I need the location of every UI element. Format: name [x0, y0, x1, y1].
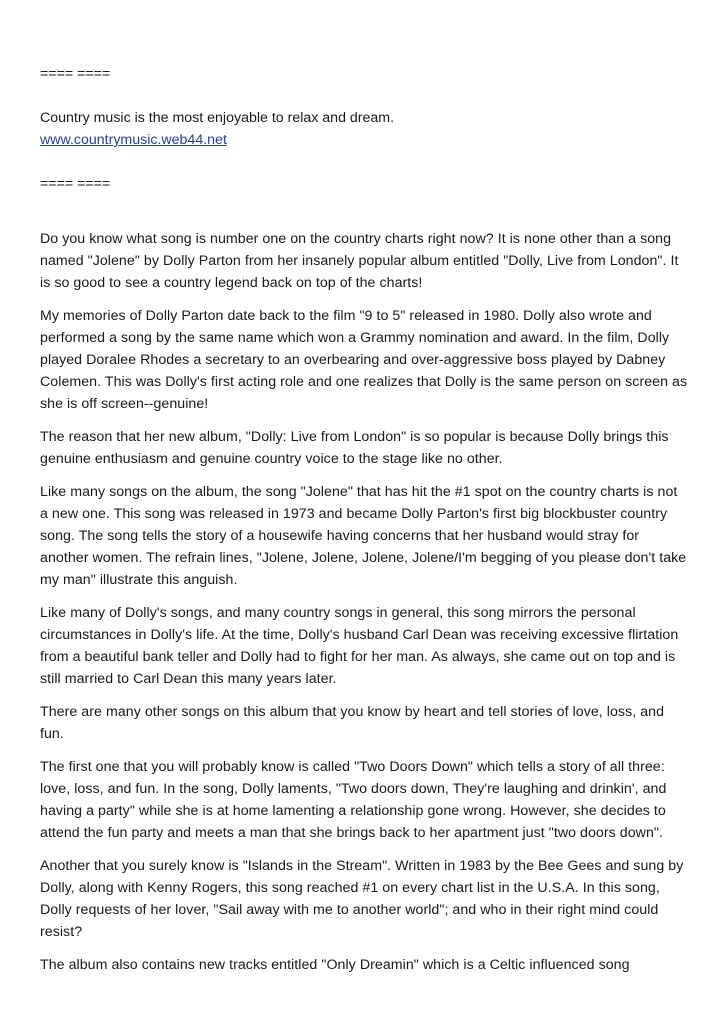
paragraph-7: The first one that you will probably know is called "Two Doors Down" which tells a story of all three: love, loss, and fun. In the song, Dolly laments, "Two doors down, They're laughing and drinkin', and having a party" while she is at home lamenting a relationship gone wrong. However, she decides to attend the fun party and meets a man that she brings back to her apartment just "two doors down".: [40, 759, 667, 841]
spacer: [40, 151, 688, 173]
website-link[interactable]: www.countrymusic.web44.net: [40, 132, 227, 148]
separator-top: ==== ====: [40, 66, 111, 82]
paragraph-4: Like many songs on the album, the song "Jolene" that has hit the #1 spot on the country charts is not a new one. This song was released in 1973 and became Dolly Parton's first big blockbuster country song. The song tells the story of a housewife having concerns that her husband would stray for another women. The refrain lines, "Jolene, Jolene, Jolene, Jolene/I'm begging of you please don't take my man" illustrate this anguish.: [40, 484, 687, 588]
spacer: [40, 85, 688, 107]
spacer: [40, 195, 688, 228]
paragraph-5: Like many of Dolly's songs, and many country songs in general, this song mirrors the personal circumstances in Dolly's life. At the time, Dolly's husband Carl Dean was receiving excessive flirtation from a beautiful bank teller and Dolly had to fight for her man. As always, she came out on top and is still married to Carl Dean this many years later.: [40, 605, 679, 687]
paragraph-6: There are many other songs on this album that you know by heart and tell stories of love, loss, and fun.: [40, 704, 665, 742]
tagline: Country music is the most enjoyable to relax and dream.: [40, 110, 395, 126]
paragraph-9: The album also contains new tracks entitled "Only Dreamin" which is a Celtic influenced song: [40, 957, 630, 973]
separator-bottom: ==== ====: [40, 176, 111, 192]
paragraph-2: My memories of Dolly Parton date back to the film "9 to 5" released in 1980. Dolly also wrote and performed a song by the same name which won a Grammy nomination and award. In the film, Dolly played Doralee Rhodes a secretary to an overbearing and over-aggressive boss played by Dabney Colemen. This was Dolly's first acting role and one realizes that Dolly is the same person on screen as she is off screen--genuine!: [40, 308, 688, 412]
paragraph-8: Another that you surely know is "Islands in the Stream". Written in 1983 by the Bee Gees and sung by Dolly, along with Kenny Rogers, this song reached #1 on every chart list in the U.S.A. In this song, Dolly requests of her lover, "Sail away with me to another world"; and who in their right mind could resist?: [40, 858, 684, 940]
paragraph-1: Do you know what song is number one on the country charts right now? It is none other than a song named "Jolene" by Dolly Parton from her insanely popular album entitled "Dolly, Live from London". It is so good to see a country legend back on top of the charts!: [40, 231, 679, 291]
paragraph-3: The reason that her new album, "Dolly: Live from London" is so popular is because Dolly brings this genuine enthusiasm and genuine country voice to the stage like no other.: [40, 429, 669, 467]
